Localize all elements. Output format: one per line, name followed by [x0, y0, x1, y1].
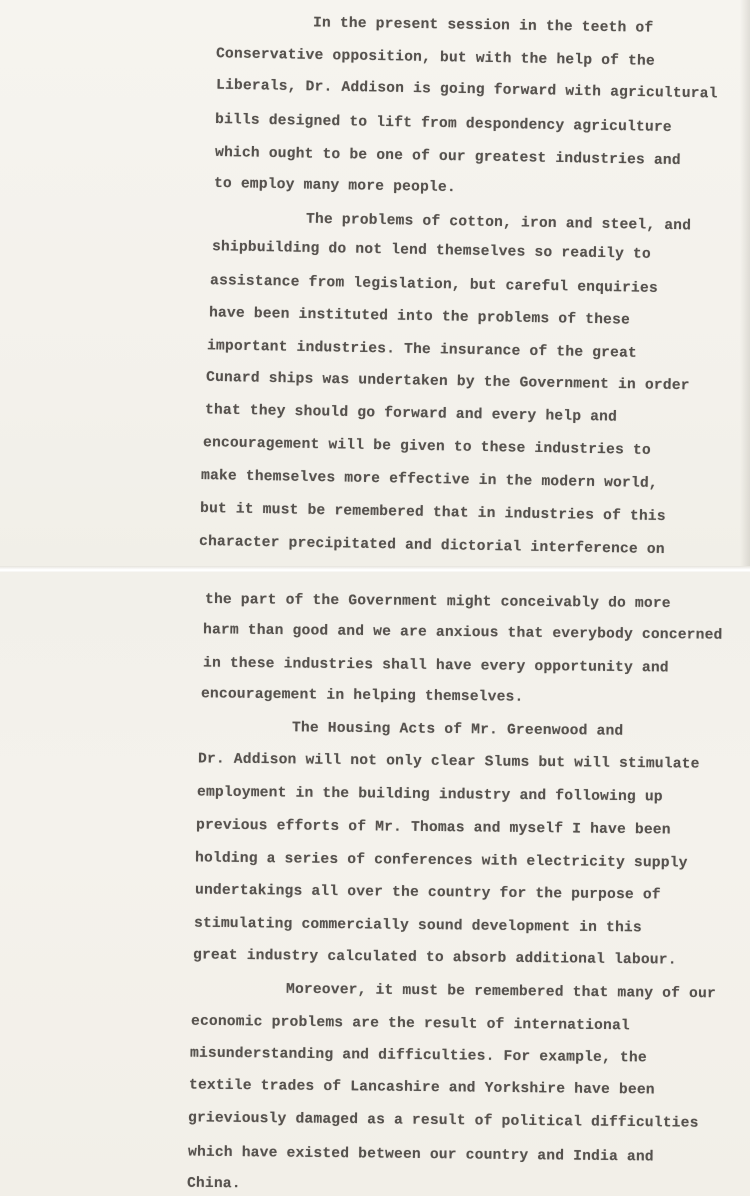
text-line: have been instituted into the problems of these	[208, 305, 631, 329]
text-line: economic problems are the result of international	[190, 1013, 631, 1035]
text-line: misunderstanding and difficulties. For example, the	[189, 1045, 647, 1067]
text-line: harm than good and we are anxious that everybody concerned	[202, 622, 723, 644]
text-line: which have existed between our country and India and	[187, 1144, 654, 1166]
text-line: previous efforts of Mr. Thomas and myself I have been	[195, 817, 671, 839]
upper-page	[0, 0, 750, 568]
text-line: that they should go forward and every help and	[204, 402, 618, 426]
text-line: assistance from legislation, but careful enquiries	[209, 273, 658, 297]
text-line: shipbuilding do not lend themselves so readily to	[211, 239, 652, 263]
text-line: The Housing Acts of Mr. Greenwood and	[291, 720, 624, 740]
text-line: in these industries shall have every opportunity and	[202, 655, 669, 677]
text-line: holding a series of conferences with electricity supply	[194, 850, 688, 872]
text-line: to employ many more people.	[213, 175, 456, 197]
text-line: Conservative opposition, but with the help of the	[215, 46, 656, 70]
text-line: which ought to be one of our greatest industries and	[214, 144, 681, 170]
lower-page	[0, 572, 750, 1196]
text-line: In the present session in the teeth of	[312, 15, 654, 37]
text-line: great industry calculated to absorb additional labour.	[192, 947, 677, 969]
text-line: Dr. Addison will not only clear Slums but will stimulate	[197, 751, 700, 773]
text-line: undertakings all over the country for the purpose of	[194, 882, 661, 904]
text-line: stimulating commercially sound development in this	[193, 915, 642, 937]
text-line: Cunard ships was undertaken by the Government in order	[205, 369, 690, 395]
text-line: but it must be remembered that in industries of this	[199, 500, 666, 526]
text-line: Liberals, Dr. Addison is going forward with agricultural	[215, 77, 718, 103]
text-line: China.	[186, 1175, 241, 1193]
text-line: Moreover, it must be remembered that many of our	[285, 981, 717, 1003]
text-line: textile trades of Lancashire and Yorkshire have been	[188, 1077, 655, 1099]
text-line: character precipitated and dictorial interference on	[198, 533, 665, 559]
text-line: bills designed to lift from despondency agriculture	[214, 112, 672, 136]
text-line: employment in the building industry and following up	[196, 784, 663, 806]
text-line: make themselves more effective in the modern world,	[200, 468, 658, 492]
page-edge-shadow	[740, 0, 750, 568]
text-line: grieviously damaged as a result of political difficulties	[187, 1110, 699, 1132]
text-line: important industries. The insurance of the great	[206, 338, 638, 362]
text-line: the part of the Government might conceivably do more	[204, 591, 671, 613]
text-line: encouragement in helping themselves.	[200, 686, 524, 706]
text-line: encouragement will be given to these industries to	[202, 435, 651, 459]
text-line: The problems of cotton, iron and steel, and	[305, 211, 692, 235]
